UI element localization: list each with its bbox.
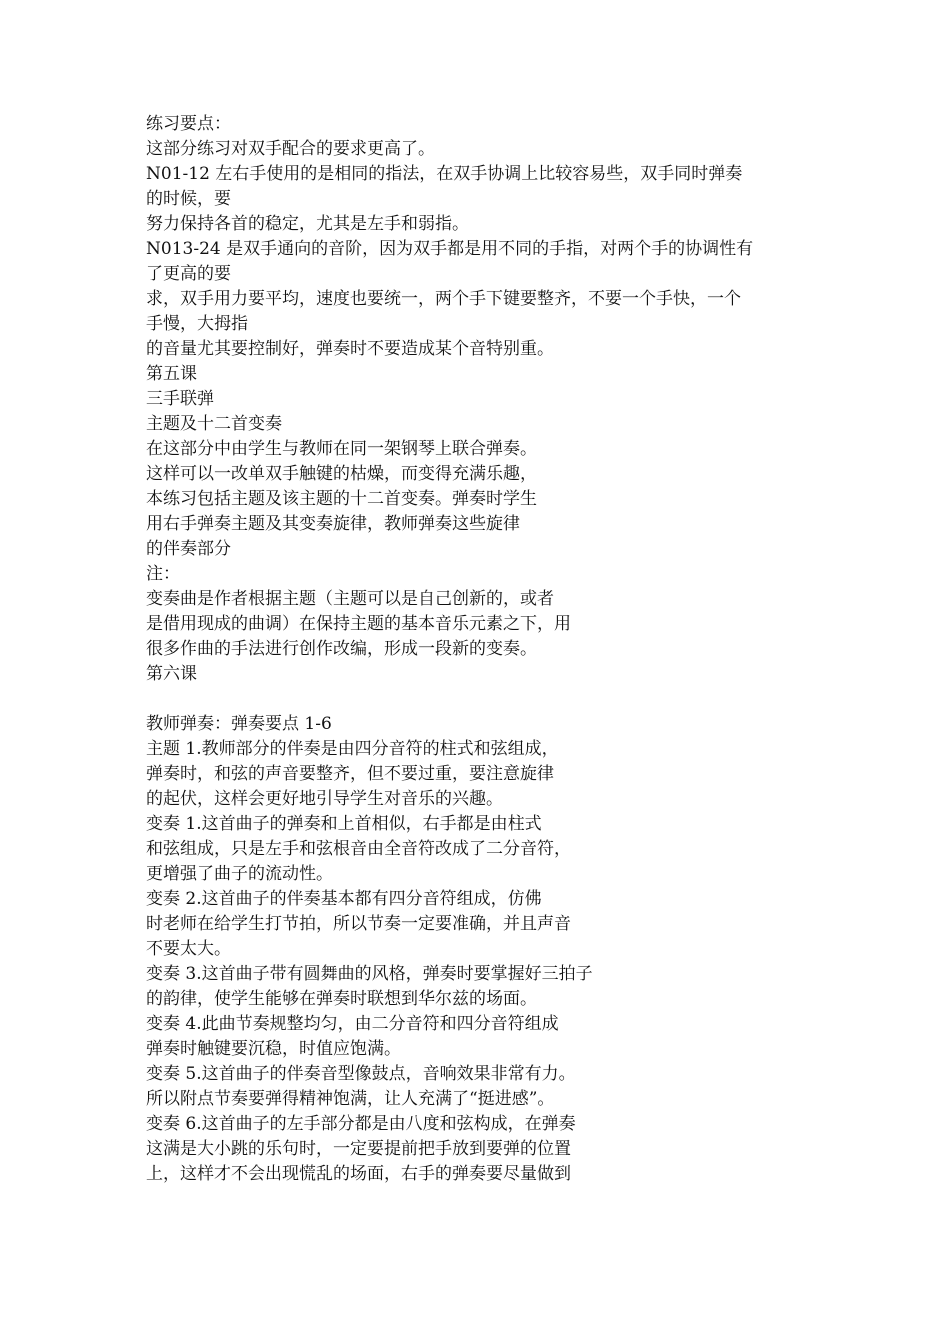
text-line: 弹奏时触键要沉稳，时值应饱满。 [146, 1039, 401, 1059]
text-line: 时老师在给学生打节拍，所以节奏一定要准确，并且声音 [146, 914, 571, 934]
text-line: 主题 1.教师部分的伴奏是由四分音符的柱式和弦组成， [146, 739, 559, 759]
blank-line [146, 687, 826, 712]
text-line: 变奏 2.这首曲子的伴奏基本都有四分音符组成，仿佛 [146, 889, 542, 909]
text-line: 变奏曲是作者根据主题（主题可以是自己创新的，或者 [146, 589, 554, 609]
text-line: 变奏 6.这首曲子的左手部分都是由八度和弦构成，在弹奏 [146, 1114, 576, 1134]
text-line: N01-12 左右手使用的是相同的指法，在双手协调上比较容易些，双手同时弹奏 [146, 164, 743, 184]
text-line: 的韵律，使学生能够在弹奏时联想到华尔兹的场面。 [146, 989, 537, 1009]
text-line: 的伴奏部分 [146, 539, 231, 559]
text-line: 求，双手用力要平均，速度也要统一，两个手下键要整齐，不要一个手快，一个 [146, 289, 741, 309]
lesson-heading: 第六课 [146, 664, 197, 684]
section-title: 三手联弹 [146, 389, 214, 409]
text-line: 努力保持各首的稳定，尤其是左手和弱指。 [146, 214, 469, 234]
text-line: 这满是大小跳的乐句时，一定要提前把手放到要弹的位置 [146, 1139, 571, 1159]
text-line: 的时候，要 [146, 189, 231, 209]
text-line: 的音量尤其要控制好，弹奏时不要造成某个音特别重。 [146, 339, 554, 359]
text-line: 手慢，大拇指 [146, 314, 248, 334]
text-line: 变奏 3.这首曲子带有圆舞曲的风格，弹奏时要掌握好三拍子 [146, 964, 593, 984]
text-line: 变奏 4.此曲节奏规整均匀，由二分音符和四分音符组成 [146, 1014, 559, 1034]
text-line: 在这部分中由学生与教师在同一架钢琴上联合弹奏。 [146, 439, 537, 459]
text-line: 更增强了曲子的流动性。 [146, 864, 333, 884]
text-line: 变奏 5.这首曲子的伴奏音型像鼓点，音响效果非常有力。 [146, 1064, 576, 1084]
section-title: 教师弹奏：弹奏要点 1-6 [146, 714, 332, 734]
text-line: N013-24 是双手通向的音阶，因为双手都是用不同的手指，对两个手的协调性有 [146, 239, 754, 259]
text-line: 本练习包括主题及该主题的十二首变奏。弹奏时学生 [146, 489, 537, 509]
section-subtitle: 主题及十二首变奏 [146, 414, 282, 434]
text-line: 变奏 1.这首曲子的弹奏和上首相似，右手都是由柱式 [146, 814, 542, 834]
text-line: 这样可以一改单双手触键的枯燥，而变得充满乐趣， [146, 464, 537, 484]
text-line: 上，这样才不会出现慌乱的场面，右手的弹奏要尽量做到 [146, 1164, 571, 1184]
text-line: 所以附点节奏要弹得精神饱满，让人充满了“挺进感”。 [146, 1089, 555, 1109]
text-line: 不要太大。 [146, 939, 231, 959]
text-line: 这部分练习对双手配合的要求更高了。 [146, 139, 435, 159]
lesson-heading: 第五课 [146, 364, 197, 384]
text-line: 用右手弹奏主题及其变奏旋律，教师弹奏这些旋律 [146, 514, 520, 534]
document-body [146, 112, 826, 1187]
text-line: 和弦组成，只是左手和弦根音由全音符改成了二分音符， [146, 839, 571, 859]
text-line: 很多作曲的手法进行创作改编，形成一段新的变奏。 [146, 639, 537, 659]
text-line: 练习要点： [146, 114, 231, 134]
text-line: 是借用现成的曲调）在保持主题的基本音乐元素之下，用 [146, 614, 571, 634]
text-line: 了更高的要 [146, 264, 231, 284]
text-line: 弹奏时，和弦的声音要整齐，但不要过重，要注意旋律 [146, 764, 554, 784]
note-label: 注： [146, 564, 180, 584]
text-line: 的起伏，这样会更好地引导学生对音乐的兴趣。 [146, 789, 503, 809]
